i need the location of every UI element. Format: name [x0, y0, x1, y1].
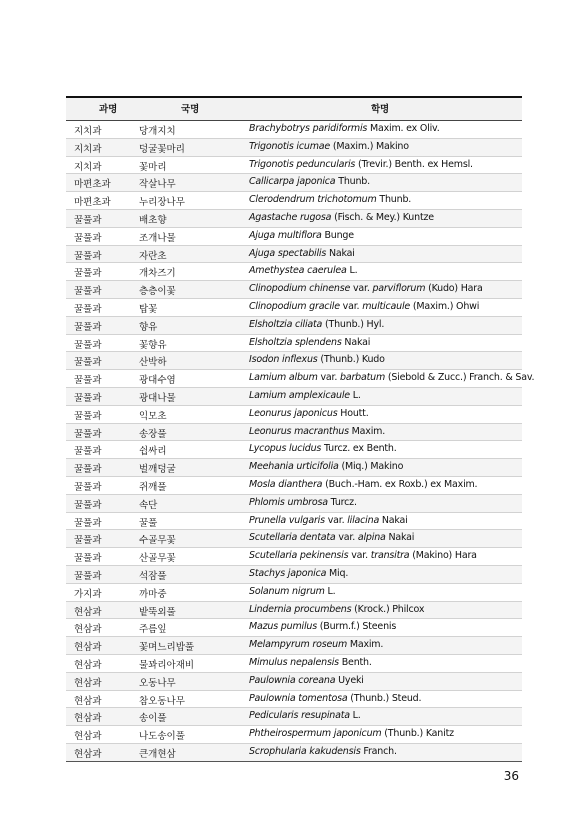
- table-row: [66, 424, 522, 442]
- species-table: [66, 96, 535, 762]
- korean-name-cell: 광대나물: [139, 392, 176, 404]
- scientific-name-italic: Phtheirospermum japonicum: [249, 728, 382, 740]
- korean-name-cell: 산박하: [139, 357, 167, 369]
- scientific-name-author: Nakai: [379, 514, 408, 526]
- scientific-name-author: (Siebold & Zucc.) Franch. & Sav.: [385, 372, 535, 384]
- header-korean-name: 국명: [181, 104, 200, 115]
- korean-name-cell: 오동나무: [139, 677, 176, 689]
- scientific-name-author: (Makino) Hara: [409, 550, 477, 562]
- scientific-name-cell: [249, 621, 396, 632]
- korean-name-cell: 향유: [139, 321, 158, 333]
- family-cell: 현삼과: [74, 659, 102, 671]
- header-scientific-name: 학명: [371, 104, 389, 115]
- scientific-name-italic: Lamium album: [249, 372, 318, 384]
- family-cell: 현삼과: [74, 606, 102, 618]
- family-cell: 마편초과: [74, 179, 111, 191]
- korean-name-cell: 속단: [139, 499, 158, 511]
- table-row: [66, 192, 522, 210]
- scientific-name-italic: Lindernia procumbens: [249, 603, 352, 615]
- scientific-name-cell: [249, 479, 477, 490]
- scientific-name-italic: Melampyrum roseum: [249, 639, 347, 651]
- table-row: [66, 655, 522, 673]
- scientific-name-italic: parviflorum: [372, 283, 426, 295]
- table-row: [66, 459, 522, 477]
- korean-name-cell: 자란초: [139, 250, 167, 262]
- scientific-name-italic: Solanum nigrum: [249, 585, 325, 597]
- korean-name-cell: 주름잎: [139, 624, 167, 636]
- korean-name-cell: 층층이꽃: [139, 286, 176, 298]
- scientific-name-italic: Callicarpa japonica: [249, 176, 336, 188]
- korean-name-cell: 당개지치: [139, 126, 176, 137]
- scientific-name-author: var.: [317, 372, 341, 384]
- scientific-name-cell: [249, 532, 414, 543]
- family-cell: 꿀풀과: [74, 481, 102, 493]
- korean-name-cell: 꽃향유: [139, 339, 167, 351]
- scientific-name-italic: Clerodendrum trichotomum: [249, 194, 377, 206]
- korean-name-cell: 큰개현삼: [139, 748, 176, 760]
- table-row: [66, 317, 522, 335]
- korean-name-cell: 광대수염: [139, 375, 176, 387]
- scientific-name-author: (Trevir.) Benth. ex Hemsl.: [355, 158, 473, 170]
- scientific-name-author: (Kudo) Hara: [425, 283, 483, 295]
- scientific-name-italic: Agastache rugosa: [249, 211, 332, 223]
- scientific-name-author: Nakai: [326, 247, 355, 259]
- scientific-name-cell: [249, 141, 409, 152]
- family-cell: 꿀풀과: [74, 250, 102, 262]
- family-cell: 꿀풀과: [74, 570, 102, 582]
- scientific-name-italic: Paulownia tomentosa: [249, 692, 348, 704]
- scientific-name-cell: [249, 123, 440, 134]
- scientific-name-cell: [249, 710, 361, 721]
- scientific-name-author: (Buch.-Ham. ex Roxb.) ex Maxim.: [322, 478, 478, 490]
- family-cell: 꿀풀과: [74, 410, 102, 422]
- korean-name-cell: 산골무꽃: [139, 553, 176, 565]
- scientific-name-cell: [249, 586, 335, 597]
- scientific-name-italic: transitra: [370, 550, 410, 562]
- scientific-name-italic: Brachybotrys paridiformis: [249, 123, 368, 134]
- table-row: [66, 726, 522, 744]
- page-number: 36: [503, 769, 519, 783]
- scientific-name-author: Thunb.: [376, 194, 412, 206]
- scientific-name-cell: [249, 746, 397, 757]
- scientific-name-cell: [249, 443, 397, 454]
- family-cell: 현삼과: [74, 731, 102, 743]
- table-row: [66, 691, 522, 709]
- korean-name-cell: 개차즈기: [139, 268, 176, 280]
- family-cell: 지치과: [74, 161, 102, 173]
- scientific-name-author: (Thunb.) Hyl.: [322, 318, 385, 330]
- scientific-name-italic: Amethystea caerulea: [249, 265, 347, 277]
- scientific-name-author: L.: [324, 585, 336, 597]
- korean-name-cell: 송이풀: [139, 713, 167, 725]
- family-cell: 현삼과: [74, 642, 102, 654]
- scientific-name-author: (Fisch. & Mey.) Kuntze: [331, 211, 434, 223]
- scientific-name-cell: [249, 319, 384, 330]
- scientific-name-author: Franch.: [360, 745, 397, 757]
- table-row: [66, 744, 522, 762]
- scientific-name-cell: [249, 265, 357, 276]
- table-row: [66, 121, 522, 139]
- family-cell: 꿀풀과: [74, 286, 102, 298]
- korean-name-cell: 꿀풀: [139, 517, 158, 529]
- scientific-name-italic: Lamium amplexicaule: [249, 389, 350, 401]
- family-cell: 꿀풀과: [74, 428, 102, 440]
- table-row: [66, 157, 522, 175]
- scientific-name-italic: Mosla dianthera: [249, 478, 323, 490]
- scientific-name-italic: Leonurus macranthus: [249, 425, 349, 437]
- scientific-name-cell: [249, 408, 369, 419]
- scientific-name-italic: Ajuga spectabilis: [249, 247, 327, 259]
- scientific-name-author: Benth.: [338, 656, 372, 668]
- table-row: [66, 388, 522, 406]
- scientific-name-author: var.: [324, 514, 348, 526]
- scientific-name-italic: Lycopus lucidus: [249, 443, 322, 455]
- scientific-name-italic: Scutellaria dentata: [249, 532, 336, 544]
- family-cell: 꿀풀과: [74, 232, 102, 244]
- scientific-name-cell: [249, 159, 473, 170]
- korean-name-cell: 작살나무: [139, 179, 176, 191]
- table-row: [66, 637, 522, 655]
- scientific-name-author: var.: [335, 532, 358, 544]
- scientific-name-italic: Isodon inflexus: [249, 354, 318, 366]
- table-row: [66, 370, 535, 388]
- scientific-name-cell: [249, 176, 370, 187]
- scientific-name-italic: Stachys japonica: [249, 567, 327, 579]
- scientific-name-italic: multicaule: [362, 300, 411, 312]
- table-row: [66, 495, 522, 513]
- scientific-name-author: Maxim.: [347, 639, 384, 651]
- family-cell: 꿀풀과: [74, 517, 102, 529]
- scientific-name-cell: [249, 639, 383, 650]
- scientific-name-italic: Ajuga multiflora: [249, 229, 322, 241]
- table-row: [66, 174, 522, 192]
- scientific-name-author: Uyeki: [335, 674, 364, 686]
- scientific-name-cell: [249, 390, 361, 401]
- scientific-name-author: L.: [349, 710, 361, 722]
- table-row: [66, 530, 522, 548]
- korean-name-cell: 조개나물: [139, 232, 176, 244]
- scientific-name-italic: Pedicularis resupinata: [249, 710, 350, 722]
- scientific-name-italic: barbatum: [340, 372, 386, 384]
- scientific-name-author: var.: [339, 300, 363, 312]
- korean-name-cell: 누리장나무: [139, 197, 185, 209]
- korean-name-cell: 쉽싸리: [139, 446, 167, 458]
- table-row: [66, 602, 522, 620]
- header-family: 과명: [99, 104, 118, 115]
- scientific-name-author: Houtt.: [337, 407, 369, 419]
- table-row: [66, 281, 522, 299]
- scientific-name-italic: Phlomis umbrosa: [249, 496, 328, 508]
- scientific-name-cell: [249, 550, 477, 561]
- scientific-name-cell: [249, 301, 479, 312]
- scientific-name-cell: [249, 212, 434, 223]
- scientific-name-author: (Krock.) Philcox: [351, 603, 425, 615]
- table-row: [66, 210, 522, 228]
- scientific-name-cell: [249, 248, 355, 259]
- scientific-name-italic: Mazus pumilus: [249, 621, 317, 633]
- korean-name-cell: 나도송이풀: [139, 731, 185, 743]
- korean-name-cell: 까마중: [139, 588, 167, 600]
- korean-name-cell: 익모초: [139, 410, 167, 422]
- family-cell: 꿀풀과: [74, 446, 102, 458]
- scientific-name-author: (Maxim.) Ohwi: [410, 300, 480, 312]
- korean-name-cell: 쥐깨풀: [139, 481, 167, 493]
- scientific-name-cell: [249, 337, 370, 348]
- scientific-name-author: Thunb.: [335, 176, 370, 188]
- table-row: [66, 263, 522, 281]
- table-row: [66, 299, 522, 317]
- scientific-name-cell: [249, 194, 411, 205]
- family-cell: 현삼과: [74, 748, 102, 760]
- scientific-name-italic: Paulownia coreana: [249, 674, 336, 686]
- scientific-name-italic: Elsholtzia splendens: [249, 336, 342, 348]
- family-cell: 꿀풀과: [74, 392, 102, 404]
- scientific-name-author: Nakai: [341, 336, 371, 348]
- korean-name-cell: 물꽈리아재비: [139, 659, 195, 671]
- table-row: [66, 708, 522, 726]
- korean-name-cell: 참오동나무: [139, 695, 185, 707]
- table-header: [66, 96, 522, 121]
- korean-name-cell: 수골무꽃: [139, 535, 176, 547]
- family-cell: 현삼과: [74, 677, 102, 689]
- table-row: [66, 406, 522, 424]
- table-row: [66, 548, 522, 566]
- scientific-name-italic: Elsholtzia ciliata: [249, 318, 323, 330]
- family-cell: 꿀풀과: [74, 303, 102, 315]
- scientific-name-italic: Trigonotis icumae: [249, 140, 331, 152]
- korean-name-cell: 탑꽃: [139, 303, 158, 315]
- family-cell: 가지과: [74, 588, 102, 600]
- scientific-name-author: Bunge: [321, 229, 354, 241]
- family-cell: 꿀풀과: [74, 321, 102, 333]
- scientific-name-italic: Leonurus japonicus: [249, 407, 338, 419]
- scientific-name-italic: Clinopodium gracile: [249, 300, 340, 312]
- scientific-name-cell: [249, 693, 421, 704]
- scientific-name-cell: [249, 657, 372, 668]
- korean-name-cell: 꽃마리: [139, 161, 167, 173]
- table-row: [66, 513, 522, 531]
- scientific-name-author: Miq.: [326, 567, 349, 579]
- scientific-name-italic: Scutellaria pekinensis: [249, 550, 349, 562]
- table-row: [66, 441, 522, 459]
- scientific-name-cell: [249, 497, 357, 508]
- table-row: [66, 228, 522, 246]
- korean-name-cell: 석잠풀: [139, 570, 167, 582]
- scientific-name-italic: Mimulus nepalensis: [249, 656, 339, 668]
- family-cell: 꿀풀과: [74, 268, 102, 280]
- scientific-name-cell: [249, 515, 408, 526]
- family-cell: 꿀풀과: [74, 375, 102, 387]
- scientific-name-author: (Thunb.) Kudo: [317, 354, 385, 366]
- family-cell: 꿀풀과: [74, 499, 102, 511]
- korean-name-cell: 밭뚝외풀: [139, 606, 176, 618]
- family-cell: 현삼과: [74, 695, 102, 707]
- family-cell: 꿀풀과: [74, 357, 102, 369]
- family-cell: 지치과: [74, 126, 102, 137]
- table-row: [66, 335, 522, 353]
- scientific-name-cell: [249, 461, 403, 472]
- scientific-name-italic: Trigonotis peduncularis: [249, 158, 356, 170]
- table-row: [66, 584, 522, 602]
- table-row: [66, 619, 522, 637]
- family-cell: 꿀풀과: [74, 553, 102, 565]
- scientific-name-italic: alpina: [357, 532, 386, 544]
- scientific-name-cell: [249, 604, 424, 615]
- scientific-name-cell: [249, 372, 534, 383]
- scientific-name-cell: [249, 568, 348, 579]
- scientific-name-author: var.: [348, 550, 371, 562]
- family-cell: 현삼과: [74, 624, 102, 636]
- scientific-name-italic: Scrophularia kakudensis: [249, 745, 361, 757]
- scientific-name-author: Maxim. ex Oliv.: [367, 123, 440, 134]
- scientific-name-author: (Thunb.) Steud.: [347, 692, 422, 704]
- scientific-name-cell: [249, 728, 454, 739]
- scientific-name-italic: Meehania urticifolia: [249, 461, 339, 473]
- scientific-name-author: Nakai: [385, 532, 415, 544]
- scientific-name-author: var.: [350, 283, 373, 295]
- family-cell: 마편초과: [74, 197, 111, 209]
- family-cell: 현삼과: [74, 713, 102, 725]
- scientific-name-cell: [249, 230, 354, 241]
- table-row: [66, 139, 522, 157]
- scientific-name-author: Turcz. ex Benth.: [321, 443, 397, 455]
- korean-name-cell: 배초향: [139, 214, 167, 226]
- scientific-name-author: L.: [346, 265, 358, 277]
- korean-name-cell: 송장풀: [139, 428, 167, 440]
- scientific-name-author: L.: [349, 389, 361, 401]
- scientific-name-author: (Thunb.) Kanitz: [381, 728, 454, 740]
- family-cell: 꿀풀과: [74, 214, 102, 226]
- table-row: [66, 352, 522, 370]
- table-row: [66, 673, 522, 691]
- table-row: [66, 477, 522, 495]
- korean-name-cell: 덩굴꽃마리: [139, 143, 185, 155]
- table-row: [66, 566, 522, 584]
- scientific-name-italic: Clinopodium chinense: [249, 283, 351, 295]
- scientific-name-author: Turcz.: [327, 496, 357, 508]
- table-body: [66, 121, 535, 762]
- family-cell: 꿀풀과: [74, 339, 102, 351]
- scientific-name-author: (Miq.) Makino: [338, 461, 404, 473]
- scientific-name-italic: lilacina: [347, 514, 380, 526]
- scientific-name-author: Maxim.: [348, 425, 386, 437]
- scientific-name-cell: [249, 675, 364, 686]
- table-row: [66, 246, 522, 264]
- family-cell: 꿀풀과: [74, 535, 102, 547]
- scientific-name-cell: [249, 426, 385, 437]
- scientific-name-author: (Burm.f.) Steenis: [316, 621, 397, 633]
- scientific-name-cell: [249, 283, 483, 294]
- korean-name-cell: 꽃며느리밥풀: [139, 642, 195, 654]
- scientific-name-italic: Prunella vulgaris: [249, 514, 325, 526]
- family-cell: 지치과: [74, 143, 102, 155]
- family-cell: 꿀풀과: [74, 464, 102, 476]
- korean-name-cell: 벌깨덩굴: [139, 464, 176, 476]
- scientific-name-author: (Maxim.) Makino: [330, 140, 409, 152]
- scientific-name-cell: [249, 354, 385, 365]
